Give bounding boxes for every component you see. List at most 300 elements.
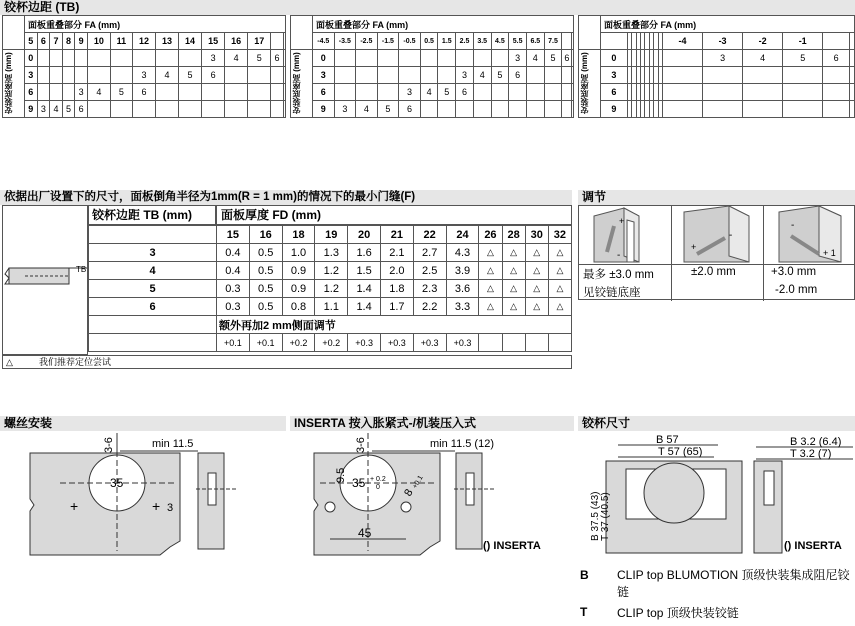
- fa-col-header: 13: [155, 33, 178, 50]
- tb-value-cell: 3: [132, 67, 155, 84]
- tb-value-cell: [377, 50, 399, 67]
- height-row-header: 6: [25, 84, 38, 101]
- tb-diagram-label: TB: [76, 265, 87, 274]
- gap-value-cell: 0.3: [217, 298, 250, 316]
- tb-value-cell: [526, 84, 544, 101]
- fa-col-header: 8: [62, 33, 75, 50]
- height-row-header: 0: [25, 50, 38, 67]
- fa-col-header: 7.5: [544, 33, 562, 50]
- legend-text-t: CLIP top 顶级快装铰链: [617, 606, 739, 620]
- adjust-section-title: 调节: [578, 190, 855, 205]
- gap-value-cell: 0.9: [282, 280, 315, 298]
- height-row-header: 6: [313, 84, 335, 101]
- tb-table-1: [2, 15, 286, 118]
- adjust-item-3-label2: -2.0 mm: [775, 284, 818, 296]
- svg-text:B 37.5 (43): B 37.5 (43): [590, 491, 601, 541]
- tb-value-cell: [544, 67, 562, 84]
- empty-cell: [271, 33, 284, 50]
- tb-value-cell: [491, 50, 509, 67]
- extra-value-cell: [548, 334, 571, 352]
- svg-text:() INSERTA: () INSERTA: [483, 540, 541, 552]
- empty-cell: [572, 50, 574, 67]
- gap-value-cell: 1.6: [348, 244, 381, 262]
- empty-cell: [283, 67, 285, 84]
- tb-row-header: 5: [89, 280, 217, 298]
- gap-value-cell: 1.1: [315, 298, 348, 316]
- extra-value-cell: [502, 334, 525, 352]
- height-row-header: 9: [25, 101, 38, 118]
- tb-value-cell: [202, 84, 225, 101]
- svg-text:-: -: [729, 230, 733, 241]
- height-row-header: 3: [313, 67, 335, 84]
- svg-text:+ 1: + 1: [823, 248, 836, 258]
- tb-value-cell: [562, 67, 572, 84]
- mounting-height-label: 安装底座高 (mm): [580, 52, 589, 115]
- tb-value-cell: 5: [248, 50, 271, 67]
- fd-col-header: 18: [282, 226, 315, 244]
- gap-value-cell: 2.7: [413, 244, 446, 262]
- fd-table: [88, 225, 572, 352]
- empty-cell: [89, 316, 217, 334]
- tb-value-cell: 6: [75, 101, 88, 118]
- tb-value-cell: [179, 50, 202, 67]
- svg-text:min 11.5 (12): min 11.5 (12): [430, 438, 494, 450]
- svg-text:3: 3: [167, 502, 174, 514]
- svg-text:3-6: 3-6: [355, 437, 367, 453]
- fd-col-header: 15: [217, 226, 250, 244]
- extra-value-cell: +0.3: [446, 334, 479, 352]
- tb-value-cell: [509, 101, 527, 118]
- gap-value-cell: 1.7: [380, 298, 413, 316]
- fa-col-header: 16: [225, 33, 248, 50]
- fd-col-header: 22: [413, 226, 446, 244]
- extra-value-cell: +0.1: [249, 334, 282, 352]
- tb-value-cell: [509, 84, 527, 101]
- tb-value-cell: [87, 67, 110, 84]
- mounting-height-label-cell: [291, 50, 313, 118]
- tb-value-cell: 6: [823, 50, 850, 67]
- height-row-header: 3: [601, 67, 628, 84]
- mounting-height-label: 安装底座高 (mm): [4, 52, 13, 115]
- fa-col-header: 5: [25, 33, 38, 50]
- tb-value-cell: [783, 101, 823, 118]
- fa-col-header: -4: [662, 33, 702, 50]
- tb-value-cell: [703, 101, 743, 118]
- tb-value-cell: 3: [399, 84, 421, 101]
- gap-value-cell: 0.8: [282, 298, 315, 316]
- extra-value-cell: +0.2: [315, 334, 348, 352]
- empty-cell: [849, 67, 854, 84]
- svg-text:T 57 (65): T 57 (65): [658, 446, 703, 458]
- adjust-item-1-label2: 见铰链底座: [583, 287, 641, 299]
- extra-value-cell: +0.3: [348, 334, 381, 352]
- fa-col-header: 0.5: [420, 33, 438, 50]
- gap-value-cell: 0.5: [249, 280, 282, 298]
- tb-value-cell: 6: [562, 50, 572, 67]
- gap-value-cell: 2.3: [413, 280, 446, 298]
- tb-value-cell: [377, 84, 399, 101]
- gap-value-cell: 2.2: [413, 298, 446, 316]
- empty-cell: [572, 33, 574, 50]
- empty-cell: [849, 33, 854, 50]
- fd-col-header: 26: [479, 226, 502, 244]
- gap-value-cell: 0.4: [217, 244, 250, 262]
- fd-header: 面板厚度 FD (mm): [216, 205, 572, 225]
- tb-value-cell: [155, 50, 178, 67]
- empty-cell: [572, 84, 574, 101]
- tb-value-cell: [155, 101, 178, 118]
- tb-value-cell: [662, 84, 702, 101]
- tb-value-cell: [456, 50, 474, 67]
- empty-cell: [89, 226, 217, 244]
- footnote-symbol: △: [6, 357, 13, 367]
- tb-table-3: [578, 15, 855, 118]
- tb-value-cell: [743, 101, 783, 118]
- cup-diagram: [578, 431, 855, 563]
- height-row-header: 9: [313, 101, 335, 118]
- tb-value-cell: [438, 50, 456, 67]
- fa-col-header: 1.5: [438, 33, 456, 50]
- tb-value-cell: 3: [202, 50, 225, 67]
- empty-cell: [849, 84, 854, 101]
- fa-col-header: -3.5: [334, 33, 356, 50]
- svg-text:T 37 (40.5): T 37 (40.5): [600, 492, 611, 541]
- tb-value-cell: 3: [334, 101, 356, 118]
- gap-value-cell: 0.9: [282, 262, 315, 280]
- tb-table-2: [290, 15, 574, 118]
- tb-value-cell: [473, 84, 491, 101]
- adjust-grid: [578, 205, 855, 300]
- height-row-header: 9: [601, 101, 628, 118]
- tb-value-cell: [526, 67, 544, 84]
- tb-value-cell: 4: [356, 101, 378, 118]
- tb-value-cell: 3: [456, 67, 474, 84]
- tb-value-cell: 4: [225, 50, 248, 67]
- gap-value-cell: 1.0: [282, 244, 315, 262]
- empty-cell: [283, 50, 285, 67]
- tb-value-cell: 6: [202, 67, 225, 84]
- tb-value-cell: [110, 50, 132, 67]
- adjust-side-illustration: [684, 206, 749, 262]
- tb-value-cell: 5: [110, 84, 132, 101]
- tb-value-cell: [87, 50, 110, 67]
- svg-text:9.5: 9.5: [335, 467, 347, 483]
- gap-value-cell: 1.3: [315, 244, 348, 262]
- tb-value-cell: 5: [62, 101, 75, 118]
- fa-header: 面板重叠部分 FA (mm): [25, 16, 286, 33]
- fa-col-header: 2.5: [456, 33, 474, 50]
- cup-section-title: 铰杯尺寸: [578, 416, 855, 431]
- extra-value-cell: +0.3: [380, 334, 413, 352]
- fa-col-header: -2: [743, 33, 783, 50]
- gap-value-cell: 0.5: [249, 262, 282, 280]
- tb-value-cell: 4: [420, 84, 438, 101]
- tb-value-cell: [334, 67, 356, 84]
- empty-cell: [562, 33, 572, 50]
- fa-col-header: 17: [248, 33, 271, 50]
- tb-value-cell: 3: [37, 101, 50, 118]
- fd-col-header: 20: [348, 226, 381, 244]
- fa-col-header: 9: [75, 33, 88, 50]
- svg-text:45: 45: [358, 526, 372, 540]
- gap-value-cell: 2.1: [380, 244, 413, 262]
- svg-text:+: +: [70, 498, 79, 514]
- empty-cell: [283, 84, 285, 101]
- fa-col-header: -0.5: [399, 33, 421, 50]
- tb-value-cell: [248, 67, 271, 84]
- tb-value-cell: [37, 50, 50, 67]
- extra-value-cell: [479, 334, 502, 352]
- gap-value-cell: △: [525, 280, 548, 298]
- tb-value-cell: [248, 84, 271, 101]
- tb-value-cell: [491, 84, 509, 101]
- tb-value-cell: [544, 101, 562, 118]
- tb-value-cell: [743, 67, 783, 84]
- extra-value-cell: +0.3: [413, 334, 446, 352]
- svg-text:min 11.5: min 11.5: [152, 438, 194, 450]
- fd-col-header: 16: [249, 226, 282, 244]
- gap-value-cell: △: [479, 298, 502, 316]
- gap-value-cell: △: [525, 298, 548, 316]
- gap-value-cell: 1.4: [348, 298, 381, 316]
- fa-col-header: 6.5: [526, 33, 544, 50]
- gap-value-cell: 0.5: [249, 298, 282, 316]
- gap-value-cell: △: [479, 262, 502, 280]
- fa-col-header: 11: [110, 33, 132, 50]
- inserta-section-title: INSERTA 按入胀紧式-/机装压入式: [290, 416, 574, 431]
- tb-value-cell: 6: [132, 84, 155, 101]
- gap-value-cell: 1.4: [348, 280, 381, 298]
- tb-value-cell: [132, 50, 155, 67]
- empty-cell: [849, 101, 854, 118]
- tb-value-cell: [456, 101, 474, 118]
- tb-header: 铰杯边距 TB (mm): [88, 205, 216, 225]
- fa-col-header: 10: [87, 33, 110, 50]
- svg-text:+: +: [691, 242, 697, 252]
- fa-col-header: 4.5: [491, 33, 509, 50]
- tb-value-cell: [179, 84, 202, 101]
- tb-value-cell: 6: [456, 84, 474, 101]
- tb-value-cell: [562, 101, 572, 118]
- gap-value-cell: △: [548, 280, 571, 298]
- legend-key-t: T: [580, 605, 588, 619]
- fa-col-header: -1.5: [377, 33, 399, 50]
- mounting-height-label: 安装底座高 (mm): [292, 52, 301, 115]
- extra-value-cell: [525, 334, 548, 352]
- tb-value-cell: [110, 67, 132, 84]
- gap-value-cell: 0.5: [249, 244, 282, 262]
- tb-value-cell: [75, 67, 88, 84]
- tb-value-cell: [271, 84, 284, 101]
- tb-value-cell: [248, 101, 271, 118]
- fd-col-header: 21: [380, 226, 413, 244]
- tb-value-cell: [662, 50, 702, 67]
- gap-value-cell: 3.9: [446, 262, 479, 280]
- fd-col-header: 19: [315, 226, 348, 244]
- tb-value-cell: 4: [87, 84, 110, 101]
- tb-value-cell: 4: [743, 50, 783, 67]
- tb-value-cell: [225, 84, 248, 101]
- adjust-illustrations: [579, 206, 855, 264]
- gap-value-cell: △: [502, 280, 525, 298]
- fd-col-header: 28: [502, 226, 525, 244]
- extra-adjust-label: 额外再加2 mm侧面调节: [217, 316, 572, 334]
- gap-value-cell: △: [502, 298, 525, 316]
- tb-value-cell: [202, 101, 225, 118]
- gap-value-cell: 0.4: [217, 262, 250, 280]
- gap-value-cell: 4.3: [446, 244, 479, 262]
- fa-header: 面板重叠部分 FA (mm): [601, 16, 855, 33]
- svg-text:-: -: [617, 250, 621, 261]
- tb-value-cell: [356, 50, 378, 67]
- extra-value-cell: +0.1: [217, 334, 250, 352]
- tb-value-cell: [37, 84, 50, 101]
- tb-value-cell: 6: [399, 101, 421, 118]
- tb-value-cell: 5: [783, 50, 823, 67]
- tb-value-cell: [420, 50, 438, 67]
- tb-value-cell: [87, 101, 110, 118]
- height-row-header: 6: [601, 84, 628, 101]
- gap-value-cell: △: [479, 244, 502, 262]
- tb-value-cell: 4: [50, 101, 63, 118]
- tb-value-cell: [703, 67, 743, 84]
- fa-col-header: [601, 33, 628, 50]
- fd-col-header: 24: [446, 226, 479, 244]
- gap-value-cell: 1.8: [380, 280, 413, 298]
- svg-text:+: +: [152, 498, 161, 514]
- tb-value-cell: [271, 101, 284, 118]
- tb-value-cell: 6: [271, 50, 284, 67]
- gap-value-cell: 1.2: [315, 280, 348, 298]
- tb-row-header: 4: [89, 262, 217, 280]
- svg-text:35: 35: [352, 476, 366, 490]
- tb-value-cell: [473, 101, 491, 118]
- gap-value-cell: 1.5: [348, 262, 381, 280]
- tb-value-cell: [438, 67, 456, 84]
- tb-value-cell: [50, 50, 63, 67]
- tb-value-cell: 4: [155, 67, 178, 84]
- gap-value-cell: 2.5: [413, 262, 446, 280]
- tb-corner-cell: [3, 16, 25, 50]
- tb-value-cell: [356, 67, 378, 84]
- tb-value-cell: [271, 67, 284, 84]
- tb-value-cell: [62, 84, 75, 101]
- svg-text:+0.1: +0.1: [411, 474, 425, 490]
- legend-key-b: B: [580, 568, 589, 582]
- adjust-vertical-illustration: [594, 208, 639, 262]
- tb-value-cell: [438, 101, 456, 118]
- svg-text:3-6: 3-6: [103, 437, 115, 453]
- svg-text:8: 8: [402, 487, 416, 499]
- legend-text-b: CLIP top BLUMOTION 顶级快装集成阻尼铰链: [617, 568, 850, 599]
- fa-col-header: -1: [783, 33, 823, 50]
- fa-col-header: 15: [202, 33, 225, 50]
- svg-text:() INSERTA: () INSERTA: [784, 540, 842, 552]
- extra-value-cell: +0.2: [282, 334, 315, 352]
- tb-value-cell: [783, 67, 823, 84]
- tb-value-cell: [334, 84, 356, 101]
- tb-value-cell: [491, 101, 509, 118]
- gap-value-cell: △: [548, 298, 571, 316]
- fd-col-header: 30: [525, 226, 548, 244]
- tb-value-cell: [155, 84, 178, 101]
- tb-row-header: 6: [89, 298, 217, 316]
- fa-col-header: -4.5: [313, 33, 335, 50]
- tb-value-cell: 3: [703, 50, 743, 67]
- empty-cell: [283, 33, 285, 50]
- svg-text:B 3.2 (6.4): B 3.2 (6.4): [790, 436, 842, 448]
- fa-col-header: 3.5: [473, 33, 491, 50]
- gap-value-cell: △: [548, 262, 571, 280]
- tb-value-cell: [662, 101, 702, 118]
- empty-cell: [849, 50, 854, 67]
- tb-value-cell: 5: [544, 50, 562, 67]
- tb-value-cell: [473, 50, 491, 67]
- tb-value-cell: [743, 84, 783, 101]
- tb-value-cell: 3: [75, 84, 88, 101]
- gap-value-cell: 0.3: [217, 280, 250, 298]
- tb-value-cell: [62, 67, 75, 84]
- tb-value-cell: [823, 84, 850, 101]
- tb-value-cell: [420, 101, 438, 118]
- tb-value-cell: [110, 101, 132, 118]
- tb-value-cell: 5: [491, 67, 509, 84]
- tb-value-cell: [703, 84, 743, 101]
- gap-value-cell: △: [548, 244, 571, 262]
- tb-value-cell: 3: [509, 50, 527, 67]
- tb-value-cell: 4: [526, 50, 544, 67]
- gap-value-cell: 3.3: [446, 298, 479, 316]
- empty-cell: [572, 101, 574, 118]
- tb-value-cell: [823, 67, 850, 84]
- tb-corner-cell: [579, 16, 601, 50]
- footnote-text: 我们推荐定位尝试: [39, 357, 112, 367]
- mounting-height-label-cell: [579, 50, 601, 118]
- empty-cell: [89, 334, 217, 352]
- tb-value-cell: [225, 101, 248, 118]
- svg-text:0: 0: [376, 484, 380, 491]
- tb-value-cell: 5: [377, 101, 399, 118]
- tb-value-cell: [399, 67, 421, 84]
- height-row-header: 0: [313, 50, 335, 67]
- tb-section-title: 铰杯边距 (TB): [0, 0, 855, 15]
- fa-header: 面板重叠部分 FA (mm): [313, 16, 574, 33]
- height-row-header: 3: [25, 67, 38, 84]
- tb-row-header: 3: [89, 244, 217, 262]
- gap-value-cell: △: [502, 262, 525, 280]
- height-row-header: 0: [601, 50, 628, 67]
- fd-footnote-row: [2, 355, 572, 369]
- svg-text:T 3.2 (7): T 3.2 (7): [790, 448, 832, 460]
- tb-value-cell: [225, 67, 248, 84]
- empty-cell: [572, 67, 574, 84]
- tb-value-cell: [62, 50, 75, 67]
- tb-value-cell: [50, 67, 63, 84]
- tb-value-cell: 4: [473, 67, 491, 84]
- fa-col-header: 5.5: [509, 33, 527, 50]
- tb-value-cell: [50, 84, 63, 101]
- gap-value-cell: △: [479, 280, 502, 298]
- tb-value-cell: [544, 84, 562, 101]
- gap-value-cell: △: [502, 244, 525, 262]
- gap-value-cell: 3.6: [446, 280, 479, 298]
- gap-value-cell: △: [525, 262, 548, 280]
- tb-value-cell: 6: [509, 67, 527, 84]
- tb-diagram: [3, 206, 89, 356]
- fd-section-title: 依据出厂设置下的尺寸，面板倒角半径为1mm(R = 1 mm)的情况下的最小门缝(F): [0, 190, 572, 205]
- screw-section-title: 螺丝安装: [0, 416, 286, 431]
- fa-col-header: 12: [132, 33, 155, 50]
